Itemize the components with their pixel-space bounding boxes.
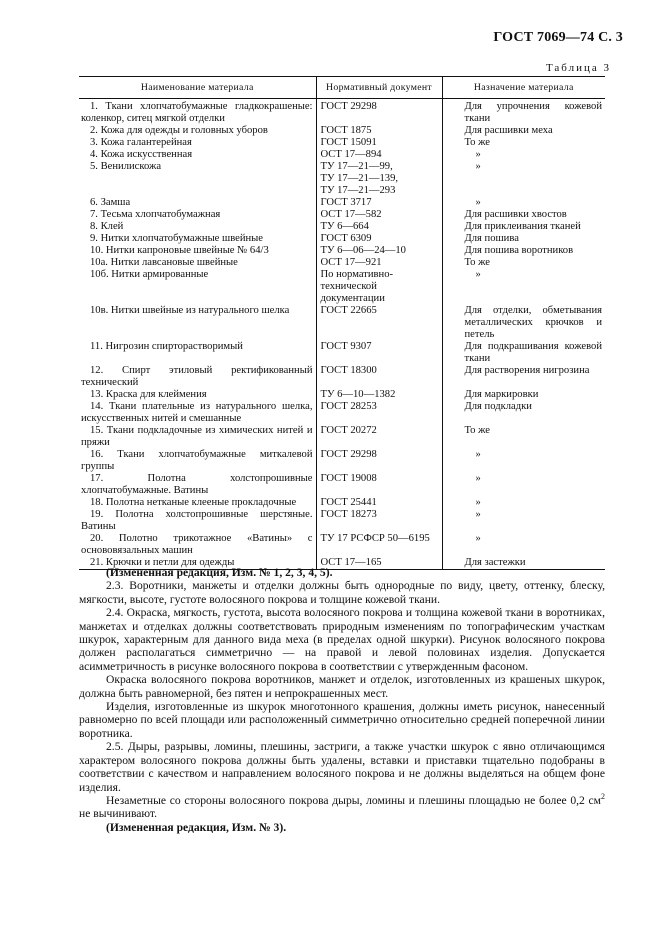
material-name-cell: 1. Ткани хлопчатобумажные гладкокрашеные: коленкор, ситец мягкой отделки [81, 101, 313, 124]
column-header: Наименование материала [79, 77, 316, 99]
paragraph: 2.5. Дыры, разрывы, ломины, плешины, застриги, а также участки шкурок с явно отличающимся характером волосяного покрова должны быть удалены, вставки и приставки тщательно подобраны в соответствии с качеством и направлением волосяного покрова и не должны выделяться на общем фоне изделия. [79, 740, 605, 794]
purpose-cell: То же [442, 257, 605, 269]
purpose-cell: Для застежки [442, 557, 605, 570]
ditto-mark: » [475, 533, 481, 544]
materials-table [79, 76, 605, 570]
material-name-cell: 10б. Нитки армированные [90, 269, 209, 280]
material-name-cell: 4. Кожа искусственная [90, 149, 193, 160]
document-cell: ТУ 6—06—24—10 [316, 245, 442, 257]
purpose-cell: Для подкрашивания кожевой ткани [442, 341, 605, 365]
document-cell: ТУ 6—10—1382 [316, 389, 442, 401]
material-name-cell: 10в. Нитки швейные из натурального шелка [90, 305, 290, 316]
ditto-mark: » [475, 149, 481, 160]
document-cell: ГОСТ 29298 [316, 99, 442, 126]
purpose-cell: Для подкладки [442, 401, 605, 425]
purpose-cell [442, 149, 605, 161]
document-cell: ОСТ 17—582 [316, 209, 442, 221]
document-cell: ТУ 17 РСФСР 50—6195 [316, 533, 442, 557]
column-header: Нормативный документ [316, 77, 442, 99]
document-cell: ГОСТ 6309 [316, 233, 442, 245]
material-name-cell: 20. Полотно трикотажное «Ватины» с основовязальных машин [81, 533, 313, 556]
paragraph: Окраска волосяного покрова воротников, манжет и отделок, изготовленных из крашеных шкурок, должна быть равномерной, без пятен и непрокрашенных мест. [79, 673, 605, 700]
edition-note: (Измененная редакция, Изм. № 3). [106, 820, 287, 834]
material-name-cell: 19. Полотна холстопрошивные шерстяные. Ватины [81, 509, 313, 532]
material-name-cell: 7. Тесьма хлопчатобумажная [90, 209, 221, 220]
document-cell: ОСТ 17—921 [316, 257, 442, 269]
material-name-cell: 10. Нитки капроновые швейные № 64/3 [90, 245, 269, 256]
ditto-mark: » [475, 197, 481, 208]
edition-note: (Измененная редакция, Изм. № 1, 2, 3, 4, 5). [106, 566, 333, 579]
document-cell: ГОСТ 28253 [316, 401, 442, 425]
material-name-cell: 3. Кожа галантерейная [90, 137, 192, 148]
document-cell: ГОСТ 3717 [316, 197, 442, 209]
document-cell: ГОСТ 22665 [316, 305, 442, 341]
ditto-mark: » [475, 449, 481, 460]
purpose-cell: Для растворения нигрозина [442, 365, 605, 389]
paragraph [79, 794, 605, 821]
material-name-cell: 10а. Нитки лавсановые швейные [90, 257, 238, 268]
ditto-mark: » [475, 161, 481, 172]
table-row [79, 221, 605, 233]
table-row [79, 99, 605, 126]
purpose-cell [442, 161, 605, 197]
document-cell: ГОСТ 15091 [316, 137, 442, 149]
table-row [79, 257, 605, 269]
purpose-cell: Для расшивки меха [442, 125, 605, 137]
material-name-cell: 5. Венилискожа [90, 161, 162, 172]
paragraph: 2.3. Воротники, манжеты и отделки должны быть однородные по виду, цвету, оттенку, блеску, мягкости, высоте, густоте волосяного покрова и толщине кожевой ткани. [79, 579, 605, 606]
table-row [79, 473, 605, 497]
purpose-cell [442, 473, 605, 497]
document-cell: ГОСТ 18273 [316, 509, 442, 533]
ditto-mark: » [475, 509, 481, 520]
table-row [79, 269, 605, 305]
document-cell: ГОСТ 1875 [316, 125, 442, 137]
purpose-cell: Для маркировки [442, 389, 605, 401]
purpose-cell [442, 269, 605, 305]
document-cell: ОСТ 17—165 [316, 557, 442, 570]
table-row [79, 533, 605, 557]
page-header-title: ГОСТ 7069—74 С. 3 [493, 30, 623, 45]
table-row [79, 509, 605, 533]
material-name-cell: 21. Крючки и петли для одежды [79, 557, 316, 570]
purpose-cell [442, 509, 605, 533]
purpose-cell: Для отделки, обметывания металлических крючков и петель [442, 305, 605, 341]
purpose-cell: То же [442, 137, 605, 149]
purpose-cell: То же [442, 425, 605, 449]
material-name-cell: 15. Ткани подкладочные из химических нитей и пряжи [81, 425, 313, 448]
material-name-cell: 12. Спирт этиловый ректификованный технический [81, 365, 313, 388]
purpose-cell: Для расшивки хвостов [442, 209, 605, 221]
material-name-cell: 6. Замша [90, 197, 131, 208]
document-cell: ГОСТ 9307 [316, 341, 442, 365]
table-row [79, 149, 605, 161]
table-row [79, 401, 605, 425]
document-cell: ГОСТ 20272 [316, 425, 442, 449]
paragraph-text: не вычинивают. [79, 807, 158, 821]
table-body [79, 99, 605, 570]
purpose-cell [442, 497, 605, 509]
material-name-cell: 14. Ткани плательные из натурального шелка, искусственных нитей и смешанные [81, 401, 313, 424]
purpose-cell: Для упрочнения кожевой ткани [442, 99, 605, 126]
material-name-cell: 13. Краска для клеймения [90, 389, 207, 400]
purpose-cell [442, 449, 605, 473]
document-cell: ГОСТ 19008 [316, 473, 442, 497]
table-row [79, 209, 605, 221]
table-row [79, 245, 605, 257]
document-cell: ГОСТ 18300 [316, 365, 442, 389]
table-row [79, 305, 605, 341]
table-row [79, 365, 605, 389]
table-row [79, 233, 605, 245]
table-row [79, 125, 605, 137]
material-name-cell: 18. Полотна нетканые клееные прокладочные [90, 497, 297, 508]
material-name-cell: 8. Клей [90, 221, 124, 232]
ditto-mark: » [475, 473, 481, 484]
paragraph: Изделия, изготовленные из шкурок многотонного крашения, должны иметь рисунок, нанесенный равномерно по всей площади или расположенный симметрично относительно средней поперечной линии воротника. [79, 700, 605, 740]
superscript: 2 [601, 792, 605, 802]
column-header: Назначение материала [442, 77, 605, 99]
purpose-cell: Для пошива [442, 233, 605, 245]
ditto-mark: » [475, 269, 481, 280]
body-text [79, 566, 605, 834]
table-caption: Таблица 3 [545, 62, 611, 74]
table-row [79, 197, 605, 209]
page-header [0, 30, 661, 50]
table-row [79, 161, 605, 197]
material-name-cell: 9. Нитки хлопчатобумажные швейные [90, 233, 263, 244]
table-row [79, 425, 605, 449]
table-header [79, 77, 605, 99]
purpose-cell [442, 197, 605, 209]
table-row [79, 449, 605, 473]
table-row [79, 497, 605, 509]
purpose-cell: Для пошива воротников [442, 245, 605, 257]
document-cell: ОСТ 17—894 [316, 149, 442, 161]
document-cell: ГОСТ 25441 [316, 497, 442, 509]
document-cell: ГОСТ 29298 [316, 449, 442, 473]
purpose-cell [442, 533, 605, 557]
paragraph-text: Незаметные со стороны волосяного покрова дыры, ломины и плешины площадью не более 0,2 см [106, 793, 601, 807]
material-name-cell: 17. Полотна холстопрошивные хлопчатобумажные. Ватины [81, 473, 313, 496]
material-name-cell: 16. Ткани хлопчатобумажные миткалевой группы [81, 449, 313, 472]
material-name-cell: 2. Кожа для одежды и головных уборов [90, 125, 268, 136]
table-row [79, 341, 605, 365]
table-row [79, 389, 605, 401]
document-cell: По нормативно-технической документации [316, 269, 442, 305]
document-cell: ТУ 17—21—99, ТУ 17—21—139, ТУ 17—21—293 [316, 161, 442, 197]
document-cell: ТУ 6—664 [316, 221, 442, 233]
material-name-cell: 11. Нигрозин спирторастворимый [90, 341, 243, 352]
paragraph: 2.4. Окраска, мягкость, густота, высота волосяного покрова и толщина кожевой ткани в воротниках, манжетах и отделках должны соответствовать природным изменениям по топографическим участкам шкурок, характерным для данного вида меха (в пределах одной шкурки). Рисунок волосяного покрова должен располагаться симметрично — на правой и левой половинах изделия. Допускается асимметричность в рисунке волосяного покрова в соответствии с утвержденным фасоном. [79, 606, 605, 673]
ditto-mark: » [475, 497, 481, 508]
table-row [79, 137, 605, 149]
purpose-cell: Для приклеивания тканей [442, 221, 605, 233]
